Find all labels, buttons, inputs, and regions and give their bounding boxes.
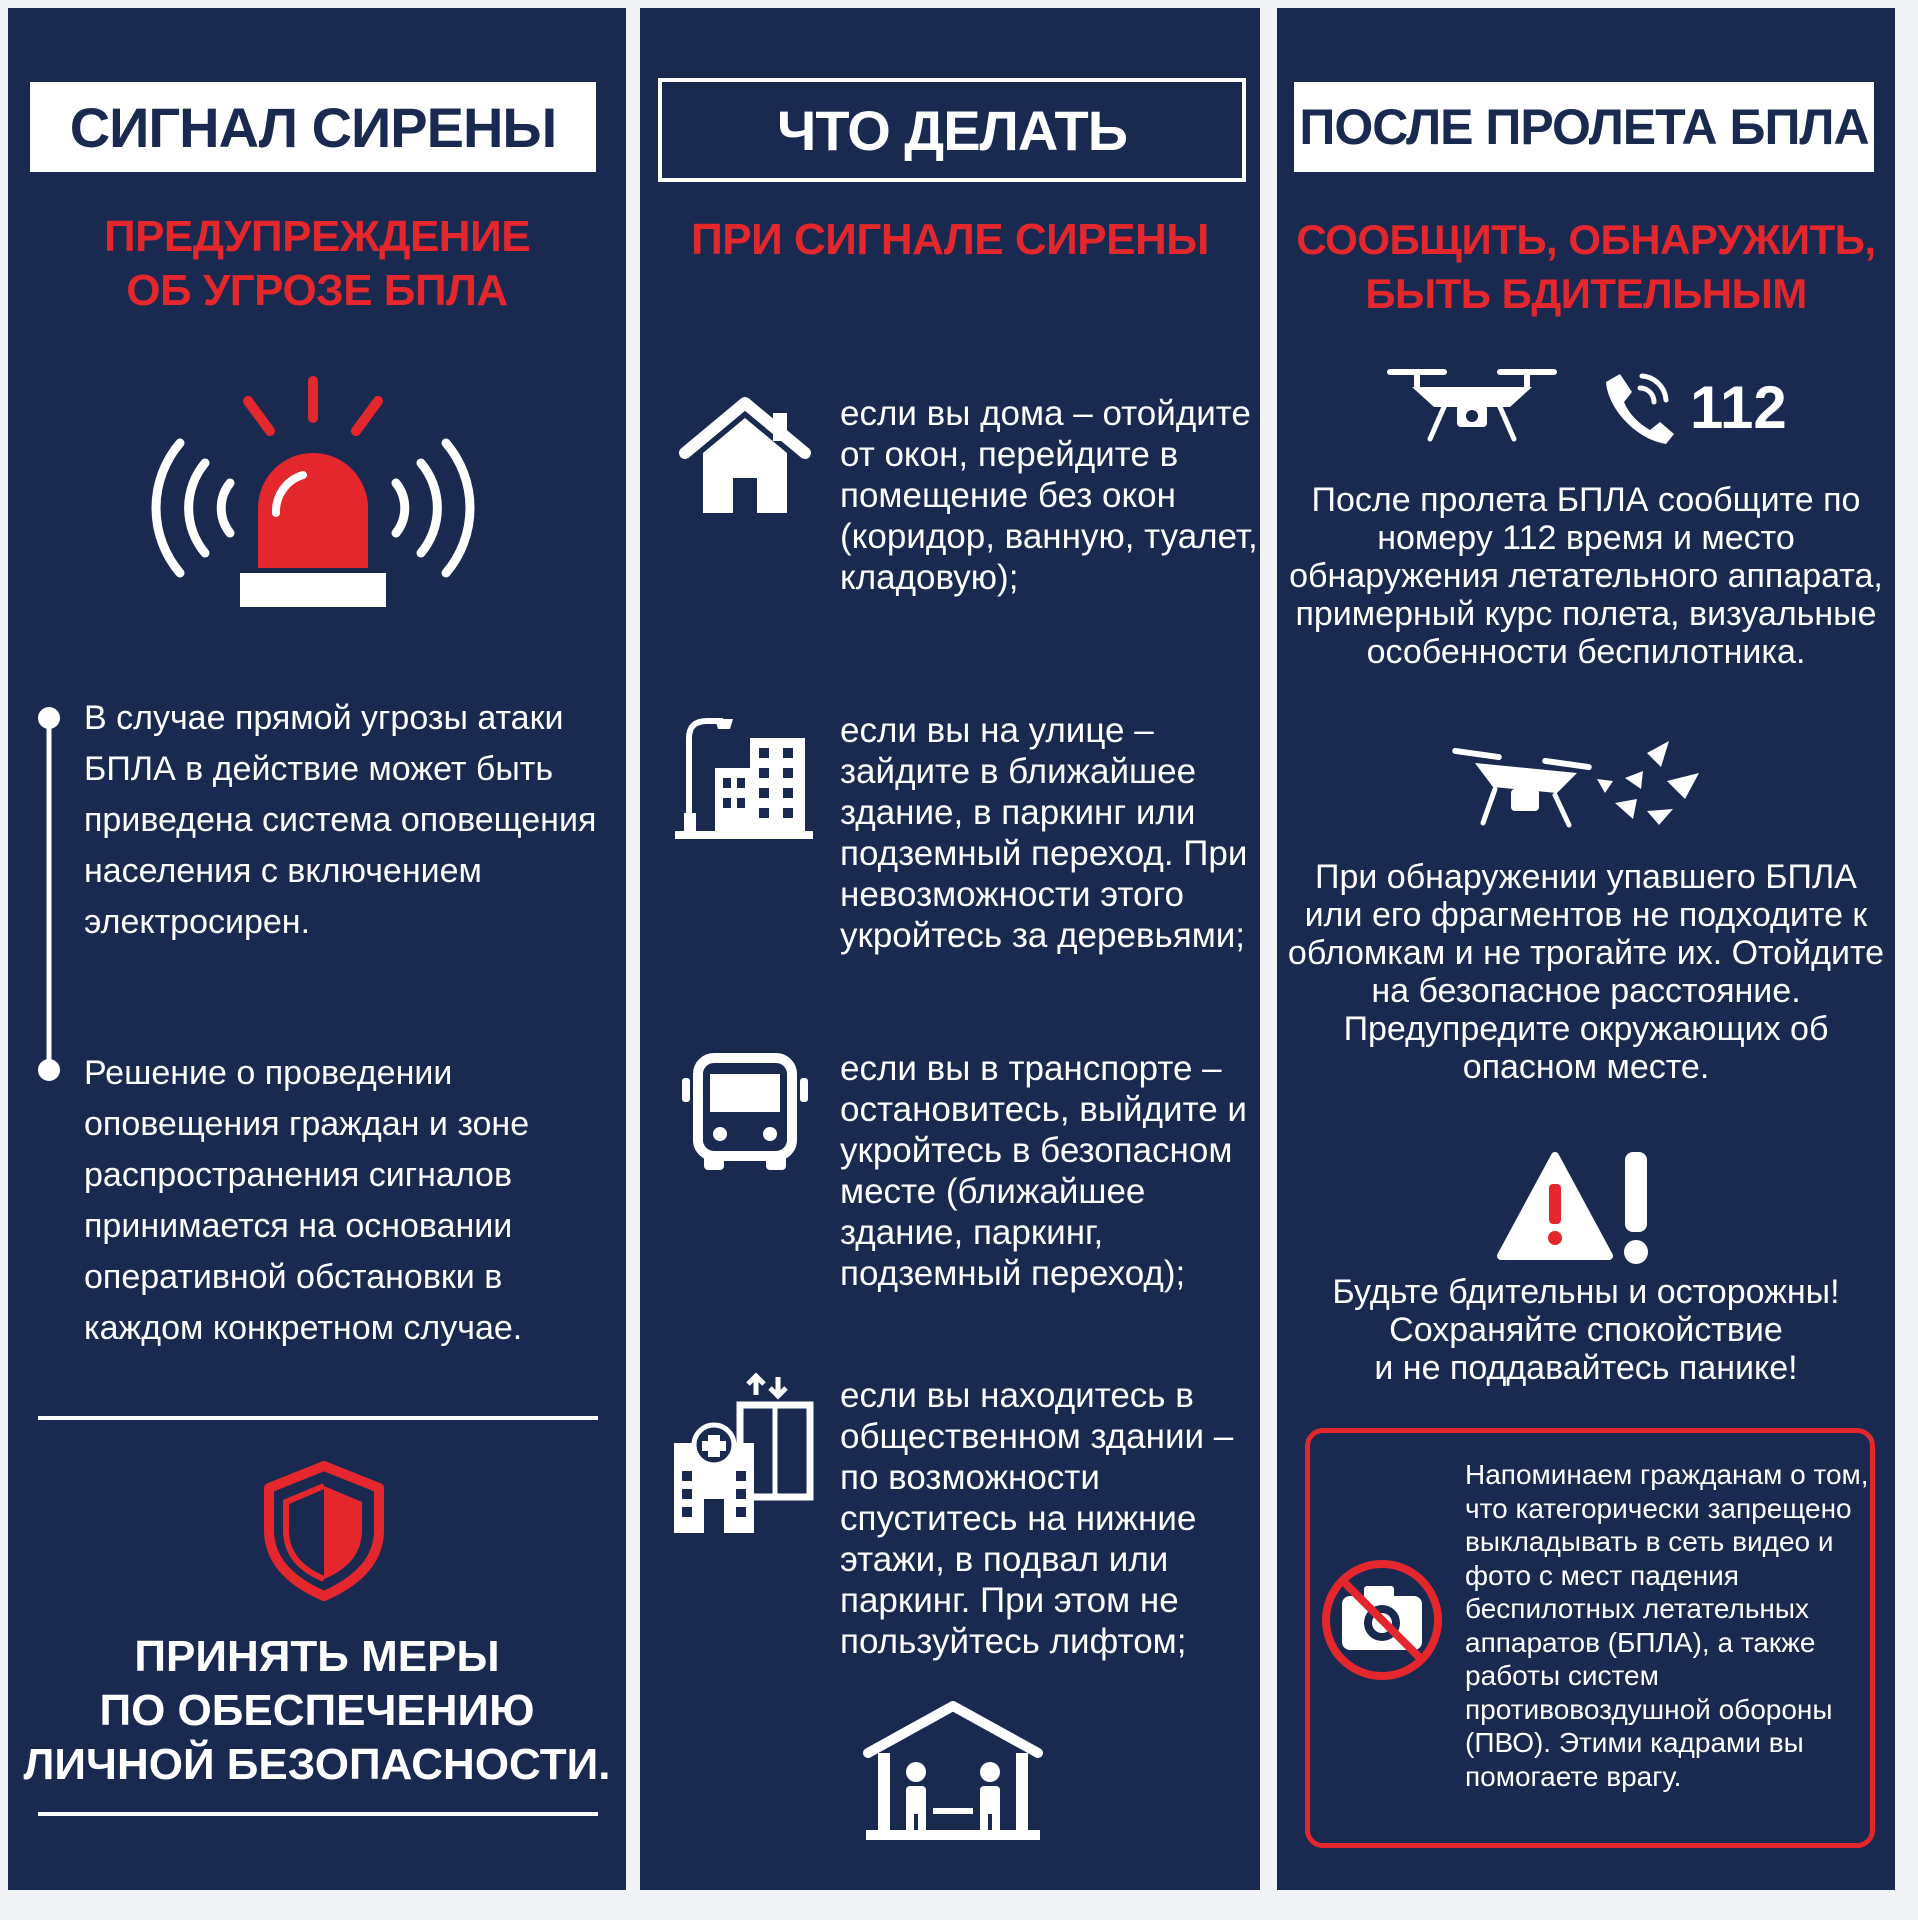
column-what-to-do bbox=[640, 8, 1260, 1890]
siren-icon bbox=[8, 363, 626, 623]
bus-icon bbox=[680, 1050, 810, 1180]
subtitle: ПРИ СИГНАЛЕ СИРЕНЫ bbox=[691, 215, 1209, 264]
bottom-title-line: ЛИЧНОЙ БЕЗОПАСНОСТИ. bbox=[23, 1740, 611, 1789]
step-text: если вы находитесь в общественном здании – по возможности спуститесь на нижние этажи, в подвал или паркинг. При этом не пользуйтесь лифтом; bbox=[840, 1376, 1234, 1661]
column-after-drone bbox=[1277, 8, 1895, 1890]
warning-icon bbox=[1497, 1148, 1667, 1268]
subtitle-line: БЫТЬ БДИТЕЛЬНЫМ bbox=[1365, 270, 1807, 317]
step-text: если вы дома – отойдите от окон, перейдите в помещение без окон (коридор, ванную, туалет, кладовую); bbox=[840, 394, 1258, 597]
subtitle bbox=[8, 210, 626, 318]
vigilance-text bbox=[1287, 1273, 1885, 1387]
street-building-icon bbox=[675, 713, 815, 853]
vigilance-line: Будьте бдительны и осторожны! bbox=[1332, 1273, 1840, 1311]
divider bbox=[38, 1812, 598, 1816]
broken-drone-icon bbox=[1447, 733, 1747, 843]
warning-text: Напоминаем гражданам о том, что категорически запрещено выкладывать в сеть видео и фото с мест падения беспилотных летательных аппаратов (БПЛА), а также работы систем противовоздушной обороны (ПВО). Этими кадрами вы помогаете врагу. bbox=[1465, 1459, 1869, 1792]
bottom-title-line: ПРИНЯТЬ МЕРЫ bbox=[134, 1632, 500, 1681]
public-building-elevator-icon bbox=[670, 1373, 820, 1533]
step-text: если вы в транспорте – остановитесь, выйдите и укройтесь в безопасном месте (ближайшее здание, паркинг, подземный переход); bbox=[840, 1049, 1247, 1293]
subtitle bbox=[1277, 213, 1895, 321]
divider bbox=[38, 1416, 598, 1420]
shield-icon bbox=[254, 1458, 394, 1598]
column-header: ЧТО ДЕЛАТЬ bbox=[658, 78, 1246, 182]
column-header: СИГНАЛ СИРЕНЫ bbox=[30, 82, 596, 172]
warning-box bbox=[1305, 1428, 1875, 1848]
bullet-text: Решение о проведении оповещения граждан и зоне распространения сигналов принимается на основании оперативной обстановки в каждом конкретном случае. bbox=[84, 1054, 530, 1347]
vigilance-line: и не поддавайтесь панике! bbox=[1374, 1349, 1798, 1387]
debris-text: При обнаружении упавшего БПЛА или его фрагментов не подходите к обломкам и не трогайте их. Отойдите на безопасное расстояние. Предупредите окружающих об опасном месте. bbox=[1287, 858, 1885, 1086]
vigilance-line: Сохраняйте спокойствие bbox=[1389, 1311, 1783, 1349]
phone-number: 112 bbox=[1690, 374, 1787, 441]
bottom-title bbox=[8, 1630, 626, 1792]
step-text: если вы на улице – зайдите в ближайшее здание, в паркинг или подземный переход. При невозможности этого укройтесь за деревьями; bbox=[840, 711, 1248, 955]
timeline-line bbox=[33, 708, 73, 1088]
house-icon bbox=[675, 398, 815, 518]
report-text: После пролета БПЛА сообщите по номеру 112 время и место обнаружения летательного аппарата, примерный курс полета, визуальные особенности беспилотника. bbox=[1289, 481, 1883, 671]
shelter-icon bbox=[858, 1698, 1048, 1848]
subtitle-line: ОБ УГРОЗЕ БПЛА bbox=[126, 266, 508, 315]
bottom-title-line: ПО ОБЕСПЕЧЕНИЮ bbox=[99, 1686, 535, 1735]
subtitle-line: ПРЕДУПРЕЖДЕНИЕ bbox=[103, 212, 531, 261]
phone-icon bbox=[1602, 366, 1672, 446]
no-camera-icon bbox=[1320, 1558, 1450, 1688]
bullet-text: В случае прямой угрозы атаки БПЛА в действие может быть приведена система оповещения населения с включением электросирен. bbox=[84, 699, 597, 941]
drone-icon bbox=[1382, 363, 1562, 453]
subtitle-line: СООБЩИТЬ, ОБНАРУЖИТЬ, bbox=[1296, 216, 1876, 263]
column-siren-signal bbox=[8, 8, 626, 1890]
column-header: ПОСЛЕ ПРОЛЕТА БПЛА bbox=[1294, 82, 1874, 172]
